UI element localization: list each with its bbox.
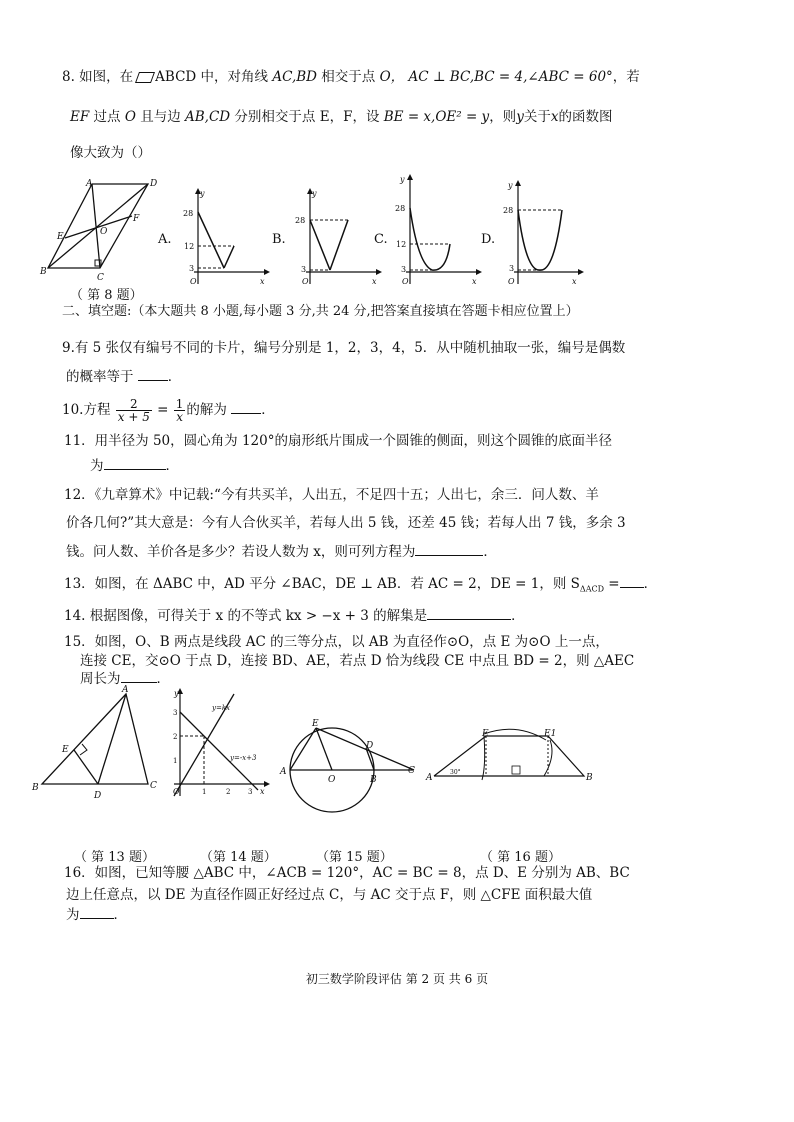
option-b-label: B. (272, 232, 286, 247)
q10-fraction-left: $\frac{2}{x + 5}$ (117, 397, 150, 424)
svg-text:D: D (94, 791, 102, 801)
svg-text:E: E (312, 719, 319, 729)
fig-13-triangle (30, 684, 170, 800)
q16-line-1: 16．如图，已知等腰 △ABC 中，∠ACB = 120°，AC = BC = 8，点 D、E 分别为 AB、BC (64, 865, 630, 881)
q12-line-2: 价各几何?”其大意是：今有人合伙买羊，若每人出 5 钱，还差 45 钱；若每人出 7 钱，多余 3 (66, 515, 626, 531)
svg-text:28: 28 (183, 209, 194, 218)
q13-line: 13．如图，在 ΔABC 中，AD 平分 ∠BAC，DE ⊥ AB．若 AC = 2，DE = 1，则 $S_{\Delta ACD}$ = ． (64, 576, 658, 594)
q15-line-2: 连接 CE，交⊙O 于点 D，连接 BD、AE，若点 D 恰为线段 CE 中点且 BD = 2，则 △AEC (80, 653, 635, 669)
svg-text:B: B (370, 775, 377, 785)
svg-text:x: x (472, 277, 477, 286)
option-d-graph (500, 178, 590, 290)
q8-parallelogram-figure (40, 176, 170, 286)
svg-text:A: A (426, 773, 433, 783)
q12-line-3: 钱。问人数、羊价各是多少？若设人数为 x，则可列方程为 ． (66, 544, 497, 560)
svg-text:30°: 30° (450, 769, 461, 776)
svg-text:E: E (62, 745, 69, 755)
page-footer: 初三数学阶段评估 第 2 页 共 6 页 (305, 972, 489, 986)
svg-text:28: 28 (503, 206, 514, 215)
svg-text:y: y (400, 175, 405, 184)
q15-line-1: 15．如图，O、B 两点是线段 AC 的三等分点，以 AB 为直径作⊙O，点 E 为⊙O 上一点， (64, 634, 609, 650)
svg-text:2: 2 (173, 733, 178, 741)
q10-line: 10.方程 $\frac{2}{x + 5}$ = $\frac{1}{x}$ 的解为 ． (62, 397, 275, 424)
svg-text:y=-x+3: y=-x+3 (230, 754, 257, 762)
option-a-label: A. (158, 232, 172, 247)
q10-fraction-right: $\frac{1}{x}$ (175, 397, 184, 424)
svg-text:28: 28 (295, 216, 306, 225)
option-d-label: D. (481, 232, 496, 247)
svg-text:x: x (572, 277, 577, 286)
svg-text:3: 3 (189, 264, 195, 273)
svg-text:y: y (200, 189, 205, 198)
label-A: A (86, 179, 93, 189)
svg-text:x: x (260, 277, 265, 286)
q16-line-3: 为 ． (66, 907, 127, 923)
svg-text:O: O (302, 277, 309, 286)
svg-text:y: y (312, 189, 317, 198)
svg-text:O: O (328, 775, 336, 785)
fig-14-graph (172, 688, 272, 800)
fig-15-circle (280, 710, 420, 800)
q8-line-3: 像大致为（） (70, 145, 151, 161)
q11-line-2: 为 ． (90, 458, 179, 474)
option-c-graph (392, 172, 482, 290)
section-2-title: 二、填空题:（本大题共 8 小题,每小题 3 分,共 24 分,把答案直接填在答题卡相应位置上） (62, 304, 579, 319)
q9-answer-blank[interactable] (138, 368, 168, 381)
q10-answer-blank[interactable] (231, 401, 261, 414)
q11-line-1: 11．用半径为 50，圆心角为 120°的扇形纸片围成一个圆锥的侧面，则这个圆锥的底面半径 (64, 433, 612, 449)
caption-fig-13: （ 第 13 题） (74, 850, 155, 865)
fig-16-triangle (426, 726, 596, 786)
q14-answer-blank[interactable] (427, 607, 511, 620)
option-a-graph (180, 186, 270, 290)
parallelogram-icon (135, 72, 155, 83)
caption-fig-15: （第 15 题） (316, 850, 393, 865)
svg-text:3: 3 (173, 709, 178, 717)
svg-text:E1: E1 (544, 729, 557, 739)
q8-line-1: 8. 如图，在 ABCD 中，对角线 AC,BD 相交于点 O， AC ⊥ BC,BC = 4,∠ABC = 60°，若 (62, 69, 640, 85)
svg-text:O: O (508, 277, 515, 286)
caption-fig-16: （ 第 16 题） (480, 850, 561, 865)
svg-text:C: C (150, 781, 157, 791)
svg-text:B: B (32, 783, 39, 793)
svg-text:1: 1 (202, 788, 207, 796)
svg-text:E: E (482, 729, 489, 739)
svg-text:C: C (408, 766, 415, 776)
q11-answer-blank[interactable] (104, 457, 166, 470)
svg-text:O: O (173, 787, 180, 796)
svg-text:1: 1 (173, 757, 178, 765)
q12-answer-blank[interactable] (415, 543, 483, 556)
svg-text:x: x (372, 277, 377, 286)
svg-text:3: 3 (509, 264, 515, 273)
svg-text:y: y (508, 181, 513, 190)
svg-text:D: D (366, 741, 374, 751)
svg-text:3: 3 (248, 788, 253, 796)
svg-text:2: 2 (226, 788, 231, 796)
q8-caption: （ 第 8 题） (70, 288, 143, 303)
label-B: B (40, 267, 47, 277)
q16-answer-blank[interactable] (80, 906, 114, 919)
q13-answer-blank[interactable] (620, 575, 644, 588)
option-c-label: C. (374, 232, 388, 247)
option-b-graph (292, 186, 382, 290)
svg-text:A: A (280, 767, 287, 777)
svg-text:B: B (586, 773, 593, 783)
q9-line-2: 的概率等于 ． (66, 369, 182, 385)
q15-line-3: 周长为 ． (80, 671, 170, 687)
svg-text:28: 28 (395, 204, 406, 213)
svg-text:3: 3 (301, 265, 307, 274)
label-O: O (100, 227, 108, 237)
label-C: C (97, 273, 104, 283)
svg-text:3: 3 (401, 265, 407, 274)
svg-text:x: x (260, 787, 265, 796)
svg-text:12: 12 (184, 242, 195, 251)
svg-text:A: A (122, 685, 129, 695)
q16-line-2: 边上任意点，以 DE 为直径作圆正好经过点 C，与 AC 交于点 F，则 △CFE 面积最大值 (66, 887, 593, 903)
q9-line-1: 9.有 5 张仅有编号不同的卡片，编号分别是 1，2，3，4，5．从中随机抽取一张，编号是偶数 (62, 340, 626, 356)
label-D: D (150, 179, 158, 189)
label-F: F (133, 214, 140, 224)
svg-text:y=kx: y=kx (212, 704, 231, 712)
q8-line-2: EF 过点 O 且与边 AB,CD 分别相交于点 E，F，设 BE = x,OE² = y，则y关于x的函数图 (70, 109, 613, 125)
label-E: E (57, 232, 64, 242)
svg-text:12: 12 (396, 240, 407, 249)
q14-line: 14. 根据图像，可得关于 x 的不等式 kx > −x + 3 的解集是 ． (64, 608, 525, 624)
q15-answer-blank[interactable] (121, 670, 157, 683)
svg-text:O: O (190, 277, 197, 286)
svg-text:y: y (174, 689, 179, 698)
caption-fig-14: （第 14 题） (200, 850, 277, 865)
q12-line-1: 12．《九章算术》中记载:“今有共买羊，人出五，不足四十五；人出七，余三．问人数、羊 (64, 487, 599, 503)
svg-text:O: O (402, 277, 409, 286)
